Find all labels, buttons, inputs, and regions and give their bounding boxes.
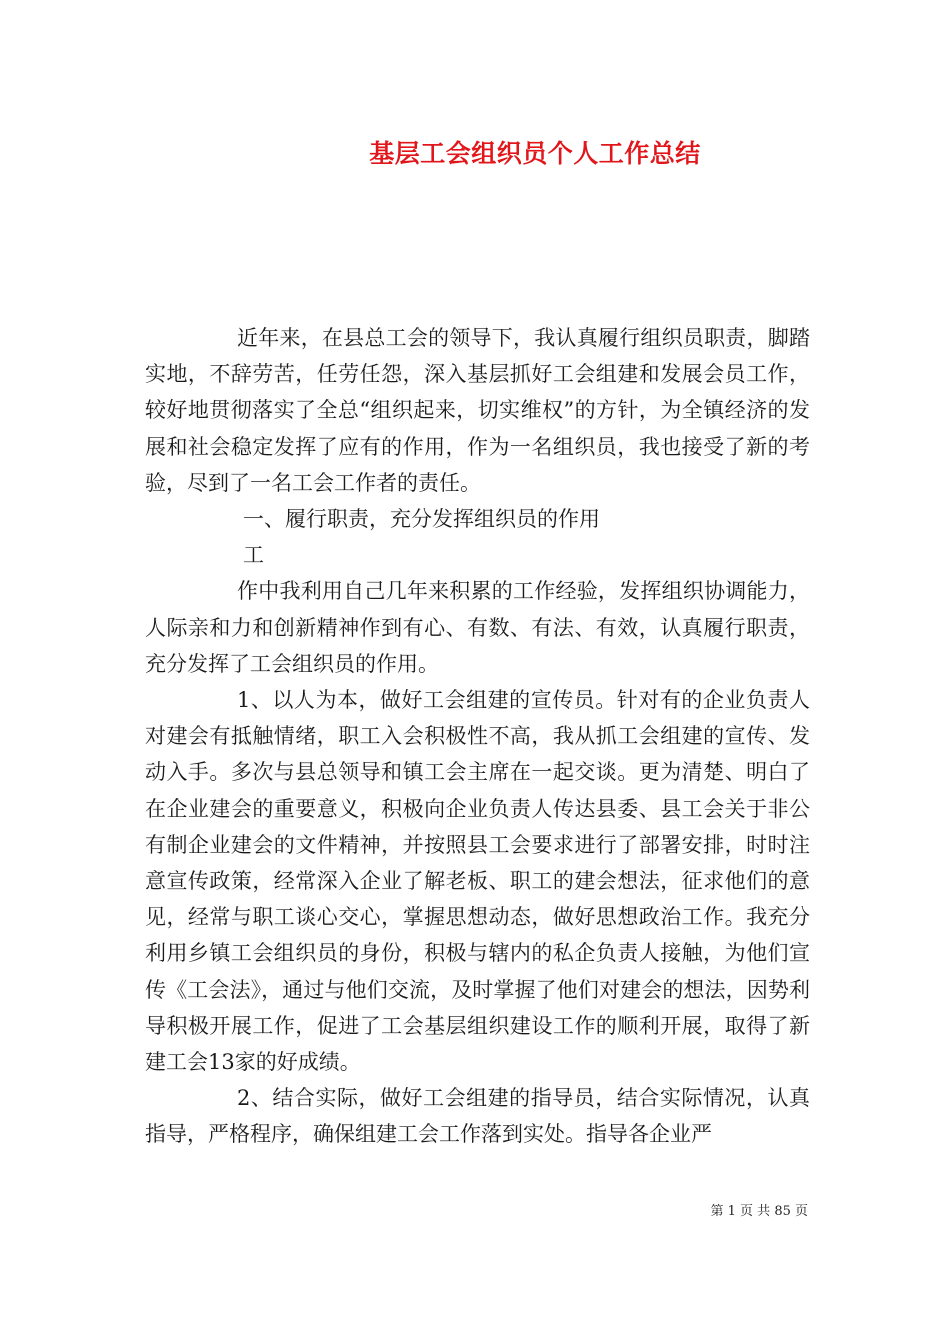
intro-paragraph: 近年来，在县总工会的领导下，我认真履行组织员职责，脚踏实地，不辞劳苦，任劳任怨，深入基层抓好工会组建和发展会员工作，较好地贯彻落实了全总“组织起来，切实维权”的方针，为全镇经济的发展和社会稳定发挥了应有的作用，作为一名组织员，我也接受了新的考验，尽到了一名工会工作者的责任。 bbox=[145, 326, 810, 495]
page-number-footer: 第 1 页 共 85 页 bbox=[710, 1204, 808, 1219]
page-title: 基层工会组织员个人工作总结 bbox=[369, 139, 701, 168]
section-heading-1: 一、履行职责，充分发挥组织员的作用 bbox=[243, 507, 600, 532]
item-paragraph-1: 1、以人为本，做好工会组建的宣传员。针对有的企业负责人对建会有抵触情绪，职工入会积极性不高，我从抓工会组建的宣传、发动入手。多次与县总领导和镇工会主席在一起交谈。更为清楚、明白了在企业建会的重要意义，积极向企业负责人传达县委、县工会关于非公有制企业建会的文件精神，并按照县工会要求进行了部署安排，时时注意宣传政策，经常深入企业了解老板、职工的建会想法，征求他们的意见，经常与职工谈心交心，掌握思想动态，做好思想政治工作。我充分利用乡镇工会组织员的身份，积极与辖内的私企负责人接触，为他们宣传《工会法》，通过与他们交流，及时掌握了他们对建会的想法，因势利导积极开展工作，促进了工会基层组织建设工作的顺利开展，取得了新建工会13家的好成绩。 bbox=[145, 688, 810, 1075]
orphan-line: 工 bbox=[243, 543, 264, 568]
section-paragraph-1: 作中我利用自己几年来积累的工作经验，发挥组织协调能力，人际亲和力和创新精神作到有心、有数、有法、有效，认真履行职责，充分发挥了工会组织员的作用。 bbox=[145, 579, 810, 676]
item-paragraph-2: 2、结合实际，做好工会组建的指导员，结合实际情况，认真指导，严格程序，确保组建工会工作落到实处。指导各企业严 bbox=[145, 1086, 810, 1147]
document-body bbox=[145, 320, 810, 1153]
